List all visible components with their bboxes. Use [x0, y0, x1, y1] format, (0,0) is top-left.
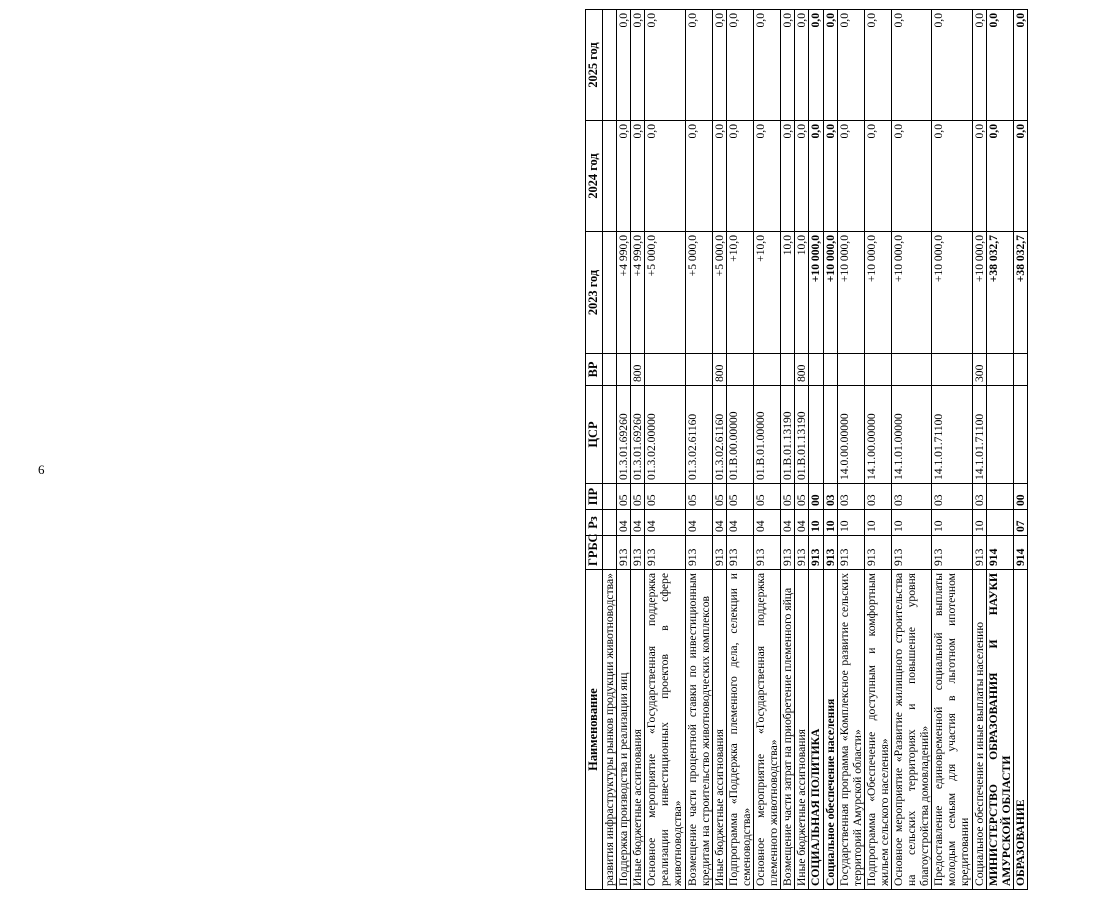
cell-2023: +38 032,7 — [1013, 232, 1027, 354]
header-grbs: ГРБС — [586, 536, 603, 570]
table-row — [603, 10, 617, 890]
cell-pr — [603, 484, 617, 510]
cell-vr — [837, 354, 864, 386]
cell-rz: 07 — [1013, 510, 1027, 536]
cell-rz: 10 — [837, 510, 864, 536]
header-2023: 2023 год — [586, 232, 603, 354]
cell-vr — [726, 354, 753, 386]
table-row — [837, 10, 864, 890]
cell-2025: 0,0 — [837, 10, 864, 121]
cell-2023: +4 990,0 — [617, 232, 631, 354]
cell-vr: 800 — [712, 354, 726, 386]
cell-csr — [809, 386, 823, 484]
cell-csr: 14.1.01.00000 — [891, 386, 931, 484]
cell-pr: 00 — [1013, 484, 1027, 510]
cell-grbs: 913 — [645, 536, 685, 570]
cell-name: Подпрограмма «Поддержка племенного дела, селекции и семеноводства» — [726, 570, 753, 890]
cell-name: Социальное обеспечение населения — [823, 570, 837, 890]
cell-name: Подпрограмма «Обеспечение доступным и комфортным жильем сельского населения» — [864, 570, 891, 890]
cell-pr: 05 — [631, 484, 645, 510]
table-row — [712, 10, 726, 890]
table-body — [603, 10, 1028, 890]
cell-2023: +10,0 — [726, 232, 753, 354]
cell-2024: 0,0 — [837, 121, 864, 232]
cell-2024: 0,0 — [986, 121, 1013, 232]
cell-name: Возмещение части затрат на приобретение племенного яйца — [781, 570, 795, 890]
cell-vr — [754, 354, 781, 386]
cell-2024: 0,0 — [823, 121, 837, 232]
table-row — [932, 10, 972, 890]
cell-2025: 0,0 — [617, 10, 631, 121]
header-name: Наименование — [586, 570, 603, 890]
cell-name: Возмещение части процентной ставки по инвестиционным кредитам на строительство животноводческих комплексов — [685, 570, 712, 890]
cell-pr: 05 — [795, 484, 809, 510]
cell-rz — [603, 510, 617, 536]
cell-2024: 0,0 — [631, 121, 645, 232]
cell-2024: 0,0 — [809, 121, 823, 232]
cell-rz: 04 — [781, 510, 795, 536]
cell-name: Поддержка производства и реализации яиц — [617, 570, 631, 890]
table-row — [795, 10, 809, 890]
cell-pr: 00 — [809, 484, 823, 510]
cell-grbs: 913 — [972, 536, 986, 570]
cell-rz: 10 — [972, 510, 986, 536]
cell-csr — [986, 386, 1013, 484]
cell-2023: +10 000,0 — [864, 232, 891, 354]
table-row — [754, 10, 781, 890]
cell-2024: 0,0 — [754, 121, 781, 232]
cell-vr — [986, 354, 1013, 386]
cell-name: Государственная программа «Комплексное развитие сельских территорий Амурской области» — [837, 570, 864, 890]
cell-2025 — [603, 10, 617, 121]
cell-vr: 800 — [795, 354, 809, 386]
cell-name: Социальное обеспечение и иные выплаты населению — [972, 570, 986, 890]
cell-csr — [1013, 386, 1027, 484]
cell-2024: 0,0 — [685, 121, 712, 232]
cell-rz — [986, 510, 1013, 536]
cell-rz: 04 — [645, 510, 685, 536]
cell-name: Основное мероприятие «Государственная поддержка племенного животноводства» — [754, 570, 781, 890]
cell-2023: 10,0 — [795, 232, 809, 354]
cell-vr: 300 — [972, 354, 986, 386]
table-row — [809, 10, 823, 890]
cell-grbs: 913 — [781, 536, 795, 570]
cell-2025: 0,0 — [685, 10, 712, 121]
cell-2024: 0,0 — [712, 121, 726, 232]
cell-csr: 01.3.02.61160 — [712, 386, 726, 484]
cell-grbs: 913 — [823, 536, 837, 570]
cell-grbs: 913 — [685, 536, 712, 570]
cell-2023: +5 000,0 — [685, 232, 712, 354]
table-row — [864, 10, 891, 890]
cell-2024: 0,0 — [795, 121, 809, 232]
cell-2024: 0,0 — [864, 121, 891, 232]
cell-grbs: 913 — [891, 536, 931, 570]
cell-2025: 0,0 — [754, 10, 781, 121]
page-number: 6 — [38, 462, 45, 477]
cell-pr: 03 — [837, 484, 864, 510]
cell-csr: 01.В.01.00000 — [754, 386, 781, 484]
cell-pr: 03 — [932, 484, 972, 510]
cell-2023: +10 000,0 — [891, 232, 931, 354]
cell-vr — [891, 354, 931, 386]
cell-2025: 0,0 — [823, 10, 837, 121]
cell-grbs — [603, 536, 617, 570]
cell-2025: 0,0 — [972, 10, 986, 121]
cell-pr: 05 — [781, 484, 795, 510]
cell-2025: 0,0 — [891, 10, 931, 121]
cell-vr — [645, 354, 685, 386]
cell-2023 — [603, 232, 617, 354]
table-header-row — [586, 10, 603, 890]
cell-pr: 05 — [726, 484, 753, 510]
cell-2025: 0,0 — [781, 10, 795, 121]
cell-csr: 01.3.02.00000 — [645, 386, 685, 484]
cell-2023: +10 000,0 — [837, 232, 864, 354]
cell-csr: 14.1.01.71100 — [932, 386, 972, 484]
cell-pr — [986, 484, 1013, 510]
cell-rz: 10 — [864, 510, 891, 536]
cell-vr — [809, 354, 823, 386]
cell-vr: 800 — [631, 354, 645, 386]
cell-2025: 0,0 — [809, 10, 823, 121]
cell-2024: 0,0 — [891, 121, 931, 232]
cell-2025: 0,0 — [1013, 10, 1027, 121]
header-2024: 2024 год — [586, 121, 603, 232]
cell-2023: +10 000,0 — [932, 232, 972, 354]
cell-2024: 0,0 — [781, 121, 795, 232]
header-vr: ВР — [586, 354, 603, 386]
cell-name: Иные бюджетные ассигнования — [712, 570, 726, 890]
cell-csr: 14.1.00.00000 — [864, 386, 891, 484]
cell-pr: 05 — [712, 484, 726, 510]
cell-vr — [1013, 354, 1027, 386]
cell-pr: 05 — [754, 484, 781, 510]
cell-grbs: 913 — [617, 536, 631, 570]
cell-2025: 0,0 — [631, 10, 645, 121]
table-row — [645, 10, 685, 890]
cell-grbs: 913 — [809, 536, 823, 570]
cell-name: МИНИСТЕРСТВО ОБРАЗОВАНИЯ И НАУКИ АМУРСКОЙ ОБЛАСТИ — [986, 570, 1013, 890]
budget-table — [585, 9, 1028, 890]
cell-2023: +38 032,7 — [986, 232, 1013, 354]
cell-2025: 0,0 — [986, 10, 1013, 121]
cell-csr: 01.В.01.13190 — [795, 386, 809, 484]
cell-rz: 04 — [631, 510, 645, 536]
cell-csr — [823, 386, 837, 484]
table-row — [1013, 10, 1027, 890]
cell-grbs: 913 — [864, 536, 891, 570]
cell-vr — [781, 354, 795, 386]
cell-2023: +4 990,0 — [631, 232, 645, 354]
cell-vr — [823, 354, 837, 386]
cell-2024: 0,0 — [617, 121, 631, 232]
cell-rz: 10 — [809, 510, 823, 536]
cell-csr: 14.0.00.00000 — [837, 386, 864, 484]
cell-csr: 01.3.02.61160 — [685, 386, 712, 484]
cell-vr — [617, 354, 631, 386]
cell-2025: 0,0 — [932, 10, 972, 121]
cell-rz: 10 — [891, 510, 931, 536]
cell-rz: 04 — [712, 510, 726, 536]
cell-2025: 0,0 — [645, 10, 685, 121]
table-row — [726, 10, 753, 890]
cell-rz: 04 — [617, 510, 631, 536]
cell-csr: 01.3.01.69260 — [617, 386, 631, 484]
cell-2023: +10 000,0 — [972, 232, 986, 354]
cell-vr — [603, 354, 617, 386]
header-2025: 2025 год — [586, 10, 603, 121]
cell-grbs: 913 — [754, 536, 781, 570]
cell-grbs: 913 — [726, 536, 753, 570]
table-row — [891, 10, 931, 890]
cell-2024: 0,0 — [645, 121, 685, 232]
cell-rz: 04 — [726, 510, 753, 536]
cell-name: Основное мероприятие «Развитие жилищного строительства на сельских территориях и повышение уровня благоустройства домовладений» — [891, 570, 931, 890]
header-rz: Рз — [586, 510, 603, 536]
cell-2023: +5 000,0 — [645, 232, 685, 354]
cell-2024: 0,0 — [972, 121, 986, 232]
table-row — [972, 10, 986, 890]
cell-vr — [932, 354, 972, 386]
cell-2024: 0,0 — [932, 121, 972, 232]
cell-2025: 0,0 — [726, 10, 753, 121]
cell-vr — [685, 354, 712, 386]
cell-2024: 0,0 — [726, 121, 753, 232]
cell-csr: 01.В.01.13190 — [781, 386, 795, 484]
cell-2025: 0,0 — [864, 10, 891, 121]
cell-2023: +10 000,0 — [823, 232, 837, 354]
cell-2023: 10,0 — [781, 232, 795, 354]
cell-grbs: 913 — [795, 536, 809, 570]
cell-pr: 05 — [685, 484, 712, 510]
cell-2024: 0,0 — [1013, 121, 1027, 232]
cell-2023: +10 000,0 — [809, 232, 823, 354]
cell-pr: 05 — [617, 484, 631, 510]
header-pr: ПР — [586, 484, 603, 510]
cell-2023: +5 000,0 — [712, 232, 726, 354]
cell-grbs: 914 — [986, 536, 1013, 570]
table-row — [986, 10, 1013, 890]
cell-2024 — [603, 121, 617, 232]
rotated-table-container — [585, 10, 1112, 890]
cell-rz: 04 — [795, 510, 809, 536]
cell-name: Иные бюджетные ассигнования — [631, 570, 645, 890]
cell-2025: 0,0 — [795, 10, 809, 121]
table-row — [617, 10, 631, 890]
cell-name: Предоставление единовременной социальной выплаты молодым семьям для участия в льготном ипотечном кредитовании — [932, 570, 972, 890]
cell-name: Основное мероприятие «Государственная поддержка реализации инвестиционных проектов в сфере животноводства» — [645, 570, 685, 890]
cell-pr: 03 — [864, 484, 891, 510]
cell-csr: 01.3.01.69260 — [631, 386, 645, 484]
table-row — [823, 10, 837, 890]
cell-name: ОБРАЗОВАНИЕ — [1013, 570, 1027, 890]
header-csr: ЦСР — [586, 386, 603, 484]
cell-name: СОЦИАЛЬНАЯ ПОЛИТИКА — [809, 570, 823, 890]
cell-rz: 10 — [932, 510, 972, 536]
cell-rz: 10 — [823, 510, 837, 536]
table-row — [685, 10, 712, 890]
cell-grbs: 913 — [837, 536, 864, 570]
cell-vr — [864, 354, 891, 386]
cell-grbs: 913 — [932, 536, 972, 570]
cell-grbs: 914 — [1013, 536, 1027, 570]
cell-csr: 01.В.00.00000 — [726, 386, 753, 484]
cell-grbs: 913 — [631, 536, 645, 570]
cell-name: развития инфраструктуры рынков продукции животноводства» — [603, 570, 617, 890]
cell-pr: 05 — [645, 484, 685, 510]
table-row — [781, 10, 795, 890]
cell-2023: +10,0 — [754, 232, 781, 354]
cell-rz: 04 — [754, 510, 781, 536]
cell-pr: 03 — [972, 484, 986, 510]
table-row — [631, 10, 645, 890]
cell-rz: 04 — [685, 510, 712, 536]
cell-pr: 03 — [823, 484, 837, 510]
cell-pr: 03 — [891, 484, 931, 510]
cell-csr: 14.1.01.71100 — [972, 386, 986, 484]
cell-2025: 0,0 — [712, 10, 726, 121]
cell-csr — [603, 386, 617, 484]
cell-grbs: 913 — [712, 536, 726, 570]
cell-name: Иные бюджетные ассигнования — [795, 570, 809, 890]
